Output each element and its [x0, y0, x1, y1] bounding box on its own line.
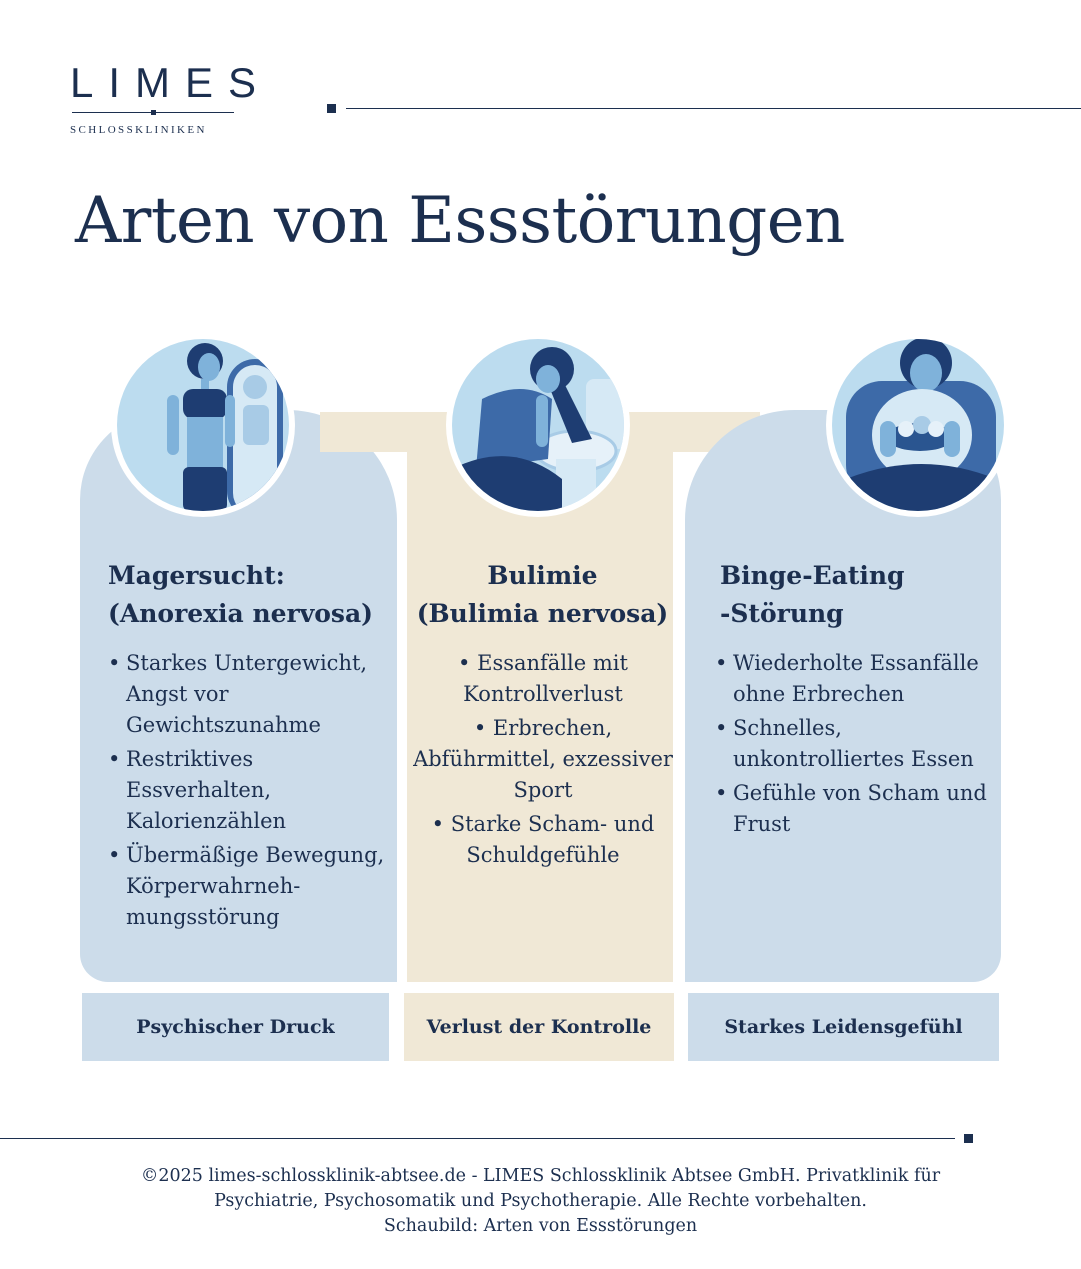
heading-line: (Anorexia nervosa)	[108, 599, 374, 628]
logo-subline: SCHLOSSKLINIKEN	[70, 124, 207, 136]
heading-line: -Störung	[720, 599, 844, 628]
heading-line: Bulimie	[487, 561, 598, 590]
list-item: • Schnelles, unkontrolliertes Essen	[715, 713, 995, 775]
page-title: Arten von Essstörungen	[75, 184, 845, 258]
heading-line: (Bulimia nervosa)	[416, 599, 669, 628]
symptom-list-magersucht	[108, 648, 398, 936]
label-verlust-der-kontrolle: Verlust der Kontrolle	[404, 993, 674, 1061]
copyright-line: Psychiatrie, Psychosomatik und Psychotherapie. Alle Rechte vorbehalten.	[214, 1191, 867, 1211]
decorative-square	[327, 104, 336, 113]
woman-with-food-bowl-illustration	[832, 339, 1004, 511]
symptom-list-bulimie	[412, 648, 674, 874]
label-starkes-leidensgefuehl: Starkes Leidensgefühl	[688, 993, 999, 1061]
symptom-list-binge-eating	[715, 648, 995, 843]
copyright-line: Schaubild: Arten von Essstörungen	[383, 1216, 698, 1236]
heading-line: Magersucht:	[108, 561, 285, 590]
heading-magersucht	[108, 557, 388, 633]
copyright-line: ©2025 limes-schlossklinik-abtsee.de - LIMES Schlossklinik Abtsee GmbH. Privatklinik für	[140, 1166, 941, 1186]
list-item: • Restriktives Essverhalten, Kalorienzählen	[108, 744, 398, 837]
list-item: • Wiederholte Essanfälle ohne Erbrechen	[715, 648, 995, 710]
heading-binge-eating	[720, 557, 990, 633]
list-item: • Erbrechen, Abführmittel, exzessiver Sport	[412, 713, 674, 806]
decorative-square	[964, 1134, 973, 1143]
woman-at-mirror-illustration	[117, 339, 289, 511]
copyright-notice	[0, 1164, 1081, 1239]
list-item: • Gefühle von Scham und Frust	[715, 778, 995, 840]
list-item: • Starkes Untergewicht, Angst vor Gewichtszunahme	[108, 648, 398, 741]
list-item: • Übermäßige Bewegung, Körperwahrneh-mungsstörung	[108, 840, 398, 933]
logo-wordmark: LIMES	[70, 59, 272, 106]
top-divider	[346, 108, 1081, 109]
label-psychischer-druck: Psychischer Druck	[82, 993, 389, 1061]
bottom-divider	[0, 1138, 955, 1139]
list-item: • Essanfälle mit Kontrollverlust	[412, 648, 674, 710]
woman-at-toilet-illustration	[452, 339, 624, 511]
list-item: • Starke Scham- und Schuldgefühle	[412, 809, 674, 871]
heading-line: Binge-Eating	[720, 561, 905, 590]
heading-bulimie	[415, 557, 670, 633]
logo-dot	[151, 110, 156, 115]
